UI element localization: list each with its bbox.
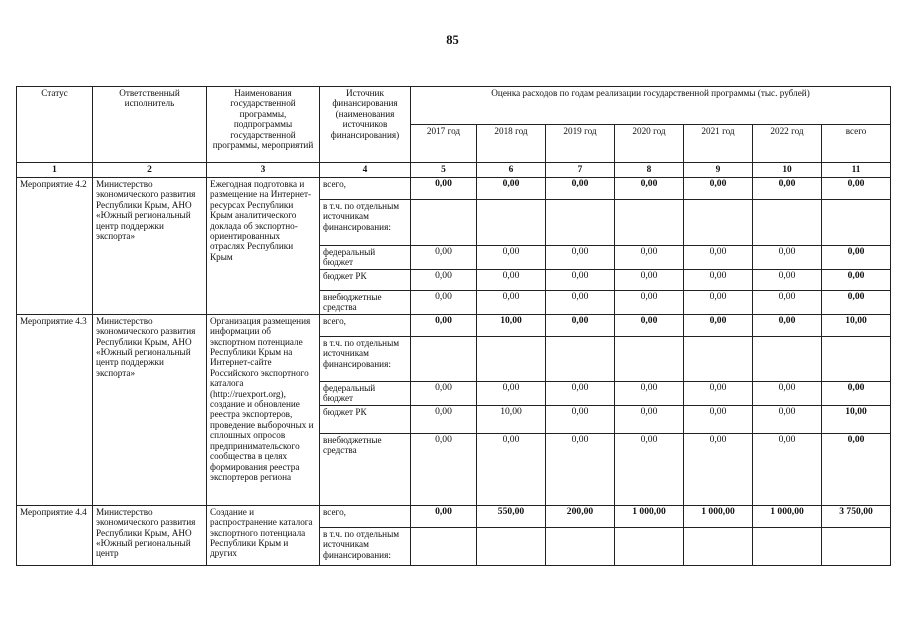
column-number: 11 bbox=[822, 163, 891, 178]
value-cell: 0,00 bbox=[546, 246, 615, 270]
value-cell bbox=[477, 200, 546, 246]
header-total: всего bbox=[822, 125, 891, 163]
header-source: Источник финансирования (наименования источников финансирования) bbox=[320, 87, 411, 163]
value-cell: 1 000,00 bbox=[753, 505, 822, 527]
funding-source: всего, bbox=[320, 505, 411, 527]
table-row bbox=[17, 178, 891, 200]
value-cell: 0,00 bbox=[753, 290, 822, 314]
total-cell: 3 750,00 bbox=[822, 505, 891, 527]
budget-table bbox=[16, 86, 891, 566]
total-cell bbox=[822, 336, 891, 381]
total-cell: 0,00 bbox=[822, 246, 891, 270]
value-cell: 0,00 bbox=[546, 269, 615, 290]
value-cell: 0,00 bbox=[753, 269, 822, 290]
total-cell bbox=[822, 200, 891, 246]
measure-description: Организация размещения информации об экспортном потенциале Республики Крым на Интернет-сайте Российского экспортного каталога (http://ruexport.org), создание и обновление реестра экспортеров, проведение выборочных и сплошных опросов предпринимательского сообщества в целях формирования реестра экспортеров региона bbox=[207, 314, 320, 505]
funding-source: в т.ч. по отдельным источникам финансирования: bbox=[320, 200, 411, 246]
total-cell: 0,00 bbox=[822, 269, 891, 290]
measure-description: Создание и распространение каталога экспортного потенциала Республики Крым и других bbox=[207, 505, 320, 565]
column-number: 7 bbox=[546, 163, 615, 178]
value-cell: 0,00 bbox=[546, 290, 615, 314]
table-row bbox=[17, 314, 891, 336]
value-cell: 0,00 bbox=[411, 290, 477, 314]
funding-source: федеральный бюджет bbox=[320, 381, 411, 405]
value-cell bbox=[477, 527, 546, 565]
value-cell: 0,00 bbox=[477, 269, 546, 290]
value-cell: 0,00 bbox=[411, 178, 477, 200]
value-cell: 0,00 bbox=[684, 246, 753, 270]
funding-source: бюджет РК bbox=[320, 269, 411, 290]
header-executor: Ответственный исполнитель bbox=[93, 87, 207, 163]
funding-source: внебюджетные средства bbox=[320, 290, 411, 314]
header-year: 2021 год bbox=[684, 125, 753, 163]
value-cell bbox=[477, 336, 546, 381]
value-cell: 0,00 bbox=[546, 178, 615, 200]
header-program-name: Наименования государственной программы, подпрограммы государственной программы, мероприятий bbox=[207, 87, 320, 163]
value-cell: 0,00 bbox=[615, 405, 684, 433]
header-year: 2019 год bbox=[546, 125, 615, 163]
value-cell: 0,00 bbox=[477, 381, 546, 405]
value-cell bbox=[684, 527, 753, 565]
value-cell: 10,00 bbox=[477, 314, 546, 336]
value-cell: 0,00 bbox=[615, 269, 684, 290]
value-cell bbox=[546, 200, 615, 246]
value-cell: 0,00 bbox=[753, 178, 822, 200]
value-cell bbox=[753, 527, 822, 565]
value-cell: 0,00 bbox=[753, 246, 822, 270]
value-cell bbox=[546, 527, 615, 565]
value-cell: 0,00 bbox=[615, 246, 684, 270]
value-cell: 0,00 bbox=[477, 178, 546, 200]
value-cell: 0,00 bbox=[615, 290, 684, 314]
value-cell: 0,00 bbox=[411, 381, 477, 405]
value-cell bbox=[615, 200, 684, 246]
value-cell: 0,00 bbox=[684, 405, 753, 433]
value-cell: 10,00 bbox=[477, 405, 546, 433]
total-cell: 0,00 bbox=[822, 290, 891, 314]
measure-description: Ежегодная подготовка и размещение на Интернет-ресурсах Республики Крым аналитического доклада об экспортно-ориентированных отраслях Республики Крым bbox=[207, 178, 320, 315]
value-cell: 0,00 bbox=[411, 433, 477, 505]
column-number: 4 bbox=[320, 163, 411, 178]
value-cell: 0,00 bbox=[753, 433, 822, 505]
value-cell: 0,00 bbox=[477, 246, 546, 270]
header-status: Статус bbox=[17, 87, 93, 163]
column-number: 3 bbox=[207, 163, 320, 178]
header-year: 2020 год bbox=[615, 125, 684, 163]
column-number: 1 bbox=[17, 163, 93, 178]
total-cell: 10,00 bbox=[822, 314, 891, 336]
value-cell bbox=[615, 336, 684, 381]
column-number: 8 bbox=[615, 163, 684, 178]
column-number: 5 bbox=[411, 163, 477, 178]
measure-executor: Министерство экономического развития Республики Крым, АНО «Южный региональный центр поддержки экспорта» bbox=[93, 178, 207, 315]
value-cell bbox=[753, 336, 822, 381]
header-year: 2017 год bbox=[411, 125, 477, 163]
value-cell: 1 000,00 bbox=[684, 505, 753, 527]
value-cell: 0,00 bbox=[477, 290, 546, 314]
value-cell: 0,00 bbox=[615, 433, 684, 505]
funding-source: всего, bbox=[320, 314, 411, 336]
value-cell: 0,00 bbox=[411, 505, 477, 527]
value-cell: 0,00 bbox=[411, 246, 477, 270]
value-cell: 1 000,00 bbox=[615, 505, 684, 527]
value-cell: 550,00 bbox=[477, 505, 546, 527]
value-cell bbox=[411, 336, 477, 381]
total-cell: 10,00 bbox=[822, 405, 891, 433]
value-cell: 0,00 bbox=[546, 405, 615, 433]
value-cell: 0,00 bbox=[546, 433, 615, 505]
total-cell bbox=[822, 527, 891, 565]
table-row bbox=[17, 505, 891, 527]
value-cell bbox=[684, 200, 753, 246]
value-cell: 0,00 bbox=[684, 314, 753, 336]
value-cell: 0,00 bbox=[615, 314, 684, 336]
funding-source: в т.ч. по отдельным источникам финансирования: bbox=[320, 527, 411, 565]
funding-source: внебюджетные средства bbox=[320, 433, 411, 505]
value-cell: 0,00 bbox=[546, 381, 615, 405]
value-cell bbox=[753, 200, 822, 246]
funding-source: в т.ч. по отдельным источникам финансирования: bbox=[320, 336, 411, 381]
measure-executor: Министерство экономического развития Республики Крым, АНО «Южный региональный центр bbox=[93, 505, 207, 565]
funding-source: бюджет РК bbox=[320, 405, 411, 433]
value-cell: 0,00 bbox=[753, 381, 822, 405]
header-year: 2022 год bbox=[753, 125, 822, 163]
funding-source: федеральный бюджет bbox=[320, 246, 411, 270]
value-cell: 0,00 bbox=[684, 290, 753, 314]
header-estimate: Оценка расходов по годам реализации государственной программы (тыс. рублей) bbox=[411, 87, 891, 125]
page-number: 85 bbox=[446, 33, 459, 47]
measure-status: Мероприятие 4.3 bbox=[17, 314, 93, 505]
value-cell: 0,00 bbox=[411, 314, 477, 336]
value-cell: 0,00 bbox=[684, 178, 753, 200]
value-cell bbox=[411, 527, 477, 565]
total-cell: 0,00 bbox=[822, 433, 891, 505]
value-cell: 0,00 bbox=[753, 405, 822, 433]
measure-status: Мероприятие 4.2 bbox=[17, 178, 93, 315]
column-number: 10 bbox=[753, 163, 822, 178]
funding-source: всего, bbox=[320, 178, 411, 200]
value-cell: 0,00 bbox=[753, 314, 822, 336]
column-number: 9 bbox=[684, 163, 753, 178]
value-cell bbox=[411, 200, 477, 246]
measure-status: Мероприятие 4.4 bbox=[17, 505, 93, 565]
value-cell: 0,00 bbox=[411, 405, 477, 433]
value-cell: 0,00 bbox=[411, 269, 477, 290]
value-cell: 0,00 bbox=[684, 269, 753, 290]
value-cell: 0,00 bbox=[615, 381, 684, 405]
column-number: 6 bbox=[477, 163, 546, 178]
value-cell: 0,00 bbox=[684, 381, 753, 405]
value-cell: 200,00 bbox=[546, 505, 615, 527]
value-cell bbox=[546, 336, 615, 381]
value-cell bbox=[684, 336, 753, 381]
total-cell: 0,00 bbox=[822, 381, 891, 405]
header-year: 2018 год bbox=[477, 125, 546, 163]
measure-executor: Министерство экономического развития Республики Крым, АНО «Южный региональный центр поддержки экспорта» bbox=[93, 314, 207, 505]
value-cell: 0,00 bbox=[684, 433, 753, 505]
value-cell: 0,00 bbox=[546, 314, 615, 336]
value-cell bbox=[615, 527, 684, 565]
value-cell: 0,00 bbox=[615, 178, 684, 200]
value-cell: 0,00 bbox=[477, 433, 546, 505]
column-number: 2 bbox=[93, 163, 207, 178]
total-cell: 0,00 bbox=[822, 178, 891, 200]
